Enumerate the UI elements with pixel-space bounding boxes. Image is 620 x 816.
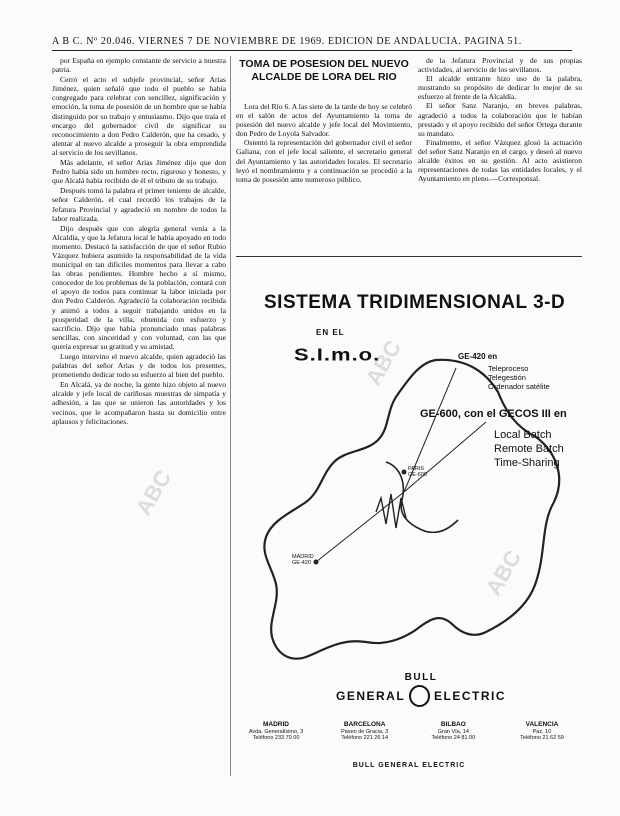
left-paragraph: Más adelante, el señor Arias Jiménez dijo que don Pedro había sido un hombre recto, riguroso y honesto, y que Alcalá había recibido de él el tributo de su trabajo.: [52, 158, 226, 186]
right-paragraph: Finalmente, el señor Vázquez glosó la actuación del señor Sanz Naranjo en el cargo, y deseó al nuevo alcalde éxitos en su gestión. Al acto asistieron representaciones de todas las entidades locales, y el Ayuntamiento en pleno.—Corresponsal.: [418, 137, 582, 184]
product-features: [488, 364, 550, 391]
feature-item: Ordenador satélite: [488, 382, 550, 391]
feature-item: Teleproceso: [488, 364, 529, 373]
page-header: A B C. Nº 20.046. VIERNES 7 DE NOVIEMBRE DE 1969. EDICION DE ANDALUCIA. PAGINA 51.: [52, 36, 522, 47]
office-address: Paseo de Gracia, 3: [341, 728, 389, 735]
right-paragraph: El alcalde entrante hizo uso de la palabra, mostrando su propósito de dedicar lo mejor de su esfuerzo al frente de la Alcaldía.: [418, 74, 582, 102]
feature-item: Telegestión: [488, 373, 526, 382]
feature-item: Remote Batch: [494, 443, 564, 455]
ad-brand: S.I.m.o.: [294, 344, 381, 365]
watermark: ABC: [480, 545, 527, 600]
left-paragraph: Cerró el acto el subjefe provincial, señor Arias Jiménez, quien señaló que todo el pueblo se había congregado para celebrar con sencillez, significación y emoción, la toma de posesión de un hombre que se había distinguido por su trabajo y entusiasmo. Dijo que traía el encargo del gobernador civil de significar su reconocimiento a don Pedro Calderón, que ha cesado, y alentar al nuevo alcalde a proseguir la obra emprendida al servicio de los sevillanos.: [52, 75, 226, 157]
right-column: [418, 56, 582, 252]
logo-word: GENERAL: [336, 689, 406, 703]
city-name: PARIS: [408, 466, 425, 472]
ad-headline: SISTEMA TRIDIMENSIONAL 3-D: [264, 292, 566, 313]
office-item: [236, 722, 316, 742]
article-paragraph: Lora del Río 6. A las siete de la tarde de hoy se celebró en el salón de actos del Ayuntamiento la toma de posesión del nuevo alcalde y jefe local del Movimiento, don Pedro de Loyola Salvador.: [236, 102, 412, 139]
ad-subline: EN EL: [316, 328, 345, 337]
office-phone: Teléfono 233 70 00: [252, 735, 300, 741]
city-name: MADRID: [292, 554, 314, 560]
article-paragraph: Ostentó la representación del gobernador civil el señor Galiana, con el jefe local saliente, el secretario general del Ayuntamiento y las autoridades locales. El secretario leyó el nombramiento y a continuación se procedió a la toma de posesión ante numeroso público.: [236, 138, 412, 184]
office-city: BARCELONA: [343, 721, 386, 728]
office-list: [236, 722, 582, 742]
office-item: [325, 722, 405, 742]
article-body: [236, 102, 412, 252]
article-title: TOMA DE POSESION DEL NUEVO ALCALDE DE LORA DEL RIO: [239, 58, 409, 83]
right-paragraph: El señor Sanz Naranjo, en breves palabras, agradeció a todos la colaboración que le habían prestado y el apoyo recibido del señor Ortega durante su mandato.: [418, 101, 582, 138]
ad-footer: BULL GENERAL ELECTRIC: [352, 762, 466, 769]
office-city: MADRID: [263, 721, 289, 728]
city-label-madrid: [292, 554, 314, 566]
office-address: Paz, 10: [532, 728, 552, 735]
office-address: Avda. Generalísimo, 3: [248, 728, 304, 735]
product-name: GE-420 en: [458, 352, 498, 361]
left-paragraph: Luego intervino el nuevo alcalde, quien agradeció las palabras del señor Arias y de todos los presentes, prometiendo dedicar todo su esfuerzo al bien del pueblo.: [52, 352, 226, 380]
product-name: GE-600, con el GECOS III en: [420, 408, 567, 420]
office-city: VALENCIA: [525, 721, 559, 728]
office-phone: Teléfono 21 62 59: [520, 735, 564, 741]
logo-word: ELECTRIC: [434, 689, 506, 703]
advertisement: [236, 262, 582, 762]
map-outline: [264, 360, 559, 659]
city-model: GE-420: [292, 560, 311, 566]
link-line: [316, 492, 404, 562]
city-label-paris: [408, 466, 427, 478]
office-city: BILBAO: [440, 721, 466, 728]
left-paragraph: por España en ejemplo constante de servicio a nuestra patria.: [52, 56, 226, 75]
feature-item: Time-Sharing: [494, 457, 560, 469]
product-features: [494, 428, 564, 470]
column-rule: [230, 56, 231, 776]
watermark: ABC: [130, 465, 177, 520]
feature-item: Local Batch: [494, 429, 552, 441]
office-item: [502, 722, 582, 742]
logo-main: [336, 685, 506, 707]
office-item: [413, 722, 493, 742]
watermark: ABC: [360, 335, 407, 390]
office-phone: Teléfono 24 81 00: [431, 735, 476, 741]
logo-sub: BULL: [404, 672, 438, 683]
office-phone: Teléfono 221 26 14: [341, 735, 389, 741]
left-paragraph: Después tomó la palabra el primer teniente de alcalde, señor Calderón, el cual recordó los trabajos de la Jefatura Provincial y agradeció en nombre de todos la labor realizada.: [52, 186, 226, 223]
city-model: GE-600: [408, 472, 427, 478]
left-paragraph: Dijo después que con alegría general venía a la Alcaldía, y que la Jefatura local le había apoyado en todo momento. Destacó la satisfacción de que el señor Rubio Vázquez hubiera asumido la responsabilidad de la vida municipal en tan difíciles momentos para llevar a cabo las obras pendientes. Hombre hecho a sí mismo, conocedor de los problemas de la población, contará con el apoyo de todos para continuar la labor iniciada por don Pedro Calderón. Agradeció la colaboración recibida y animó a todos a seguir trabajando unidos en la prosperidad de la villa, obtenida con esfuerzo y sacrificio. Dijo que había pronunciado unas palabras sencillas, con sinceridad y con voluntad, con las que quería expresar su gratitud y su amistad.: [52, 223, 226, 351]
article-rule: [236, 256, 582, 257]
paris-marker: [402, 470, 407, 475]
office-address: Gran Vía, 14: [437, 728, 469, 735]
ge-monogram-icon: [409, 685, 430, 707]
left-paragraph: En Alcalá, ya de noche, la gente hizo objeto al nuevo alcalde y jefe local de cariñosas muestras de simpatía y adhesión, a las que se unieron las autoridades y los vecinos, que le acompañaron hasta su domicilio entre aplausos y felicitaciones.: [52, 380, 226, 426]
madrid-marker: [314, 560, 319, 565]
right-paragraph: de la Jefatura Provincial y de sus propias actividades, al servicio de los sevillanos.: [418, 56, 582, 75]
left-column: [52, 56, 226, 781]
company-logo: [336, 672, 506, 707]
header-rule: [52, 50, 572, 51]
link-line: [404, 422, 486, 492]
